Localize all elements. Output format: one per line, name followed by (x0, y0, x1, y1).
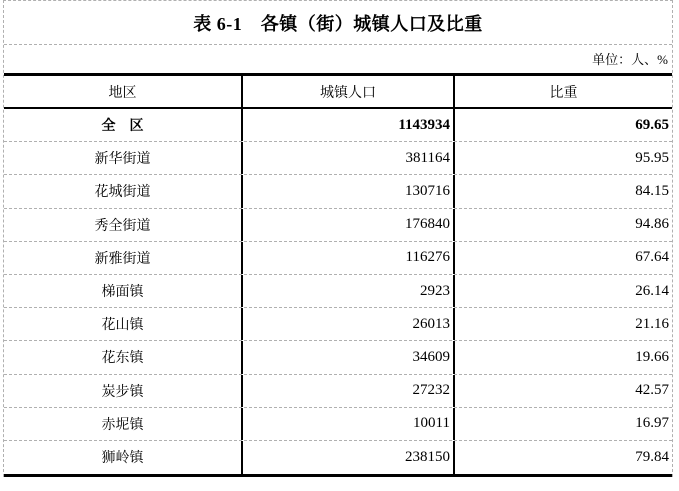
share-cell: 67.64 (453, 242, 672, 274)
column-header-population: 城镇人口 (241, 76, 453, 107)
region-cell: 全 区 (101, 119, 144, 135)
region-cell: 梯面镇 (101, 285, 144, 301)
table-header-row (4, 76, 672, 109)
document-page (3, 0, 673, 477)
table-row (4, 441, 672, 474)
population-table (4, 73, 672, 477)
population-cell: 116276 (241, 242, 453, 274)
share-cell: 21.16 (453, 308, 672, 340)
table-row (4, 142, 672, 175)
population-cell: 130716 (241, 175, 453, 207)
population-cell: 27232 (241, 375, 453, 407)
table-row (4, 375, 672, 408)
population-cell: 176840 (241, 209, 453, 241)
region-cell: 秀全街道 (94, 218, 151, 234)
share-cell: 84.15 (453, 175, 672, 207)
unit-note: 单位：人、% (592, 52, 668, 67)
table-title: 表 6-1 各镇（街）城镇人口及比重 (4, 1, 672, 45)
table-row (4, 109, 672, 142)
table-row (4, 209, 672, 242)
table-row (4, 242, 672, 275)
table-row (4, 275, 672, 308)
population-cell: 26013 (241, 308, 453, 340)
share-cell: 16.97 (453, 408, 672, 440)
region-cell: 炭步镇 (101, 384, 144, 400)
share-cell: 42.57 (453, 375, 672, 407)
population-cell: 34609 (241, 341, 453, 373)
share-cell: 94.86 (453, 209, 672, 241)
region-cell: 花东镇 (101, 351, 144, 367)
table-row (4, 341, 672, 374)
share-cell: 79.84 (453, 441, 672, 474)
region-cell: 花城街道 (94, 185, 151, 201)
region-cell: 狮岭镇 (101, 451, 144, 467)
region-cell: 赤坭镇 (101, 417, 144, 433)
population-cell: 1143934 (241, 109, 453, 141)
population-cell: 238150 (241, 441, 453, 474)
region-cell: 新华街道 (94, 152, 151, 168)
region-cell: 新雅街道 (94, 251, 151, 267)
table-row (4, 175, 672, 208)
population-cell: 2923 (241, 275, 453, 307)
share-cell: 26.14 (453, 275, 672, 307)
column-header-share: 比重 (453, 76, 672, 107)
population-cell: 10011 (241, 408, 453, 440)
share-cell: 19.66 (453, 341, 672, 373)
population-cell: 381164 (241, 142, 453, 174)
share-cell: 69.65 (453, 109, 672, 141)
table-row (4, 408, 672, 441)
table-row (4, 308, 672, 341)
column-header-region: 地区 (108, 85, 137, 101)
table-body (4, 109, 672, 474)
share-cell: 95.95 (453, 142, 672, 174)
region-cell: 花山镇 (101, 318, 144, 334)
